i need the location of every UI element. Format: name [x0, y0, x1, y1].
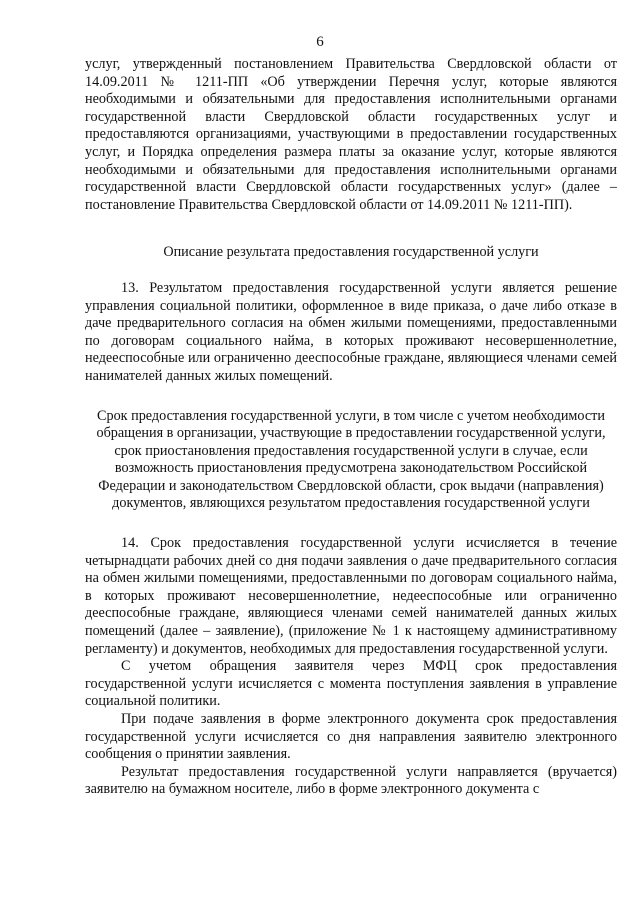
paragraph-electronic: При подаче заявления в форме электронного документа срок предоставления государственной услуги исчисляется со дня направления заявителю электронного сообщения о принятии заявления.: [85, 711, 617, 763]
spacer: [85, 214, 617, 244]
page-number: 6: [316, 34, 324, 50]
paragraph-13: 13. Результатом предоставления государственной услуги является решение управления социальной политики, оформленное в виде приказа, о даче либо отказе в даче предварительного согласия на обмен жилыми помещениями, предоставленными по договорам социального найма, в которых проживают несовершеннолетние, недееспособные или ограниченно дееспособные граждане, являющиеся членами семей нанимателей данных жилых помещений.: [85, 279, 617, 384]
paragraph-mfc: С учетом обращения заявителя через МФЦ срок предоставления государственной услуги исчисляется с момента поступления заявления в управление социальной политики.: [85, 658, 617, 710]
document-body: [85, 56, 617, 799]
spacer: [85, 262, 617, 280]
paragraph-14: 14. Срок предоставления государственной услуги исчисляется в течение четырнадцати рабочих дней со дня подачи заявления о даче предварительного согласия на обмен жилыми помещениями, предоставленными по договорам социального найма, в которых проживают несовершеннолетние, недееспособные или ограниченно дееспособные граждане, являющиеся членами семей нанимателей данных жилых помещений (далее – заявление), (приложение № 1 к настоящему административному регламенту) и документов, необходимых для предоставления государственной услуги.: [85, 535, 617, 657]
section-heading-term: Срок предоставления государственной услуги, в том числе с учетом необходимости обращения в организации, участвующие в предоставлении государственной услуги, срок приостановления предоставления государственной услуги в случае, если возможность приостановления предусмотрена законодательством Российской Федерации и законодательством Свердловской области, срок выдачи (направления) документов, являющихся результатом предоставления государственной услуги: [96, 407, 606, 512]
section-heading-result: Описание результата предоставления государственной услуги: [163, 244, 539, 261]
paragraph-result: Результат предоставления государственной услуги направляется (вручается) заявителю на бумажном носителе, либо в форме электронного документа с: [85, 763, 617, 798]
intro-paragraph: услуг, утвержденный постановлением Правительства Свердловской области от 14.09.2011 № 1211-ПП «Об утверждении Перечня услуг, которые являются необходимыми и обязательными для предоставления исполнительными органами государственной власти Свердловской области государственных услуг и предоставляются организациями, участвующими в предоставлении государственных услуг, и Порядка определения размера платы за оказание услуг, которые являются необходимыми и обязательными для предоставления исполнительными органами государственной власти Свердловской области государственных услуг» (далее – постановление Правительства Свердловской области от 14.09.2011 № 1211-ПП).: [85, 56, 617, 213]
spacer: [85, 386, 617, 408]
spacer: [85, 513, 617, 535]
